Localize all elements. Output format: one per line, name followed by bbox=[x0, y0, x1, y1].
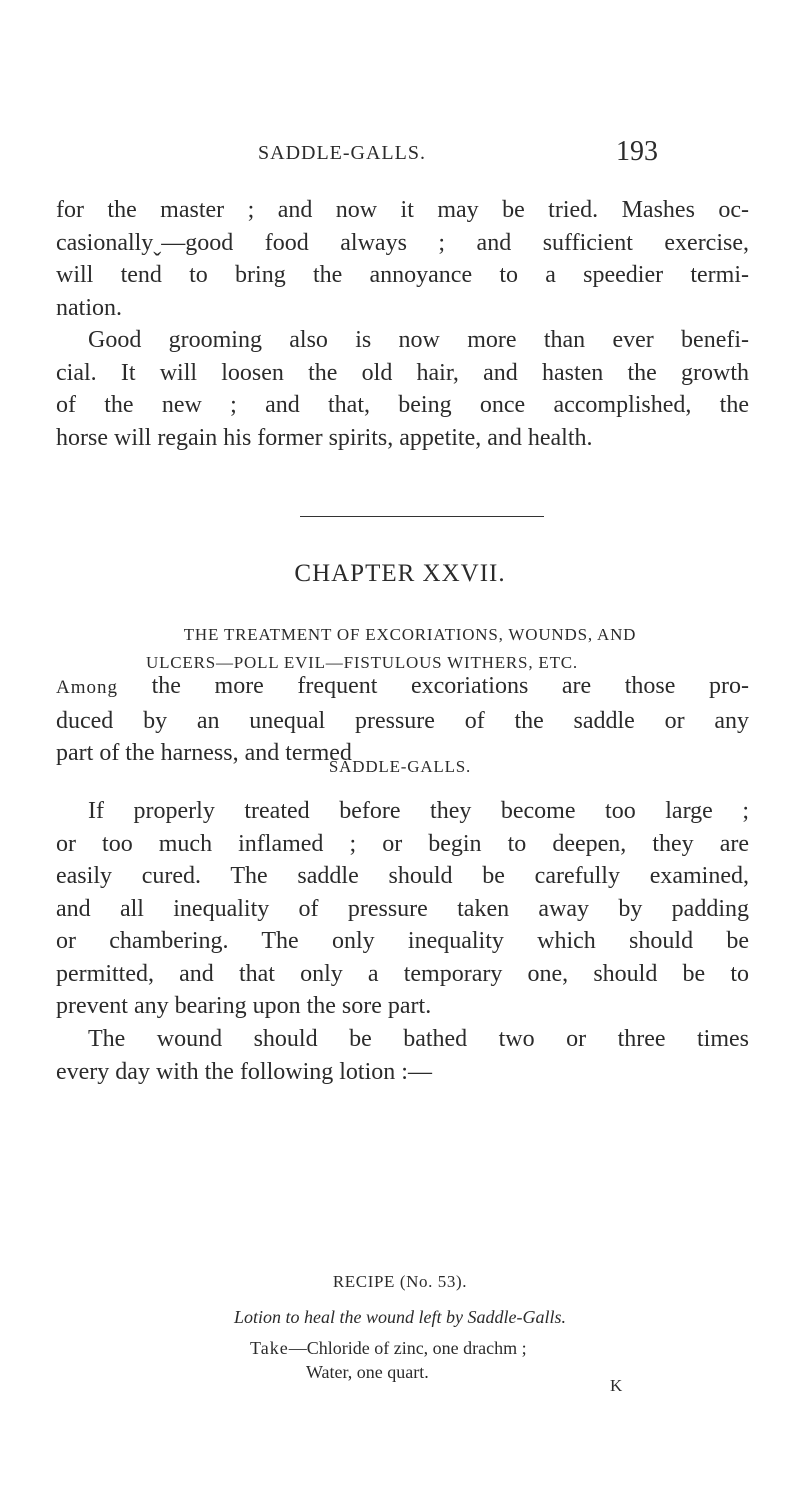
chapter-subtitle-line-2: ULCERS—POLL EVIL—FISTULOUS WITHERS, ETC. bbox=[146, 653, 578, 672]
text-line: horse will regain his former spirits, appetite, and health. bbox=[56, 424, 593, 451]
text-line: for the master ; and now it may be tried. Mashes oc- bbox=[56, 197, 749, 223]
paragraph-grooming bbox=[56, 324, 749, 454]
running-head bbox=[258, 136, 658, 172]
paragraph-wound bbox=[56, 1023, 749, 1088]
recipe-title: RECIPE (No. 53). bbox=[332, 1272, 468, 1291]
text-line: casionallyˬ—good food always ; and sufficient exercise, bbox=[56, 229, 749, 256]
text-line: and all inequality of pressure taken away by padding bbox=[56, 895, 749, 922]
recipe-caption: Lotion to heal the wound left by Saddle-Galls. bbox=[234, 1307, 566, 1327]
text-line: of the new ; and that, being once accomplished, the bbox=[56, 392, 749, 418]
text-line: every day with the following lotion :— bbox=[56, 1058, 432, 1085]
take-label: Take bbox=[250, 1338, 289, 1358]
ingredient-text: —Chloride of zinc, one drachm ; bbox=[288, 1338, 527, 1358]
recipe-ingredient-1 bbox=[250, 1338, 527, 1359]
drop-lead-word: Among bbox=[56, 677, 118, 698]
text-line: or chambering. The only inequality which should be bbox=[56, 928, 749, 954]
chapter-title: CHAPTER XXVII. bbox=[294, 560, 506, 587]
text-line: permitted, and that only a temporary one, should be to bbox=[56, 960, 749, 987]
text-line: nation. bbox=[56, 294, 122, 321]
text-line: Good grooming also is now more than ever benefi- bbox=[88, 327, 749, 353]
text-line-rest: the more frequent excoriations are those pro- bbox=[151, 673, 750, 699]
text-line: duced by an unequal pressure of the saddle or any bbox=[56, 707, 749, 734]
paragraph-excoriations bbox=[56, 670, 749, 770]
text-line: will tend to bring the annoyance to a speedier termi- bbox=[56, 262, 749, 288]
chapter-subtitle-line-1: THE TREATMENT OF EXCORIATIONS, WOUNDS, AND bbox=[183, 625, 637, 644]
signature-mark: K bbox=[610, 1376, 623, 1395]
text-line: easily cured. The saddle should be carefully examined, bbox=[56, 863, 749, 889]
section-divider-rule bbox=[300, 516, 544, 517]
text-line: The wound should be bathed two or three times bbox=[88, 1026, 749, 1052]
text-line: cial. It will loosen the old hair, and hasten the growth bbox=[56, 359, 749, 386]
paragraph-mashes bbox=[56, 194, 749, 324]
text-line: or too much inflamed ; or begin to deepen, they are bbox=[56, 830, 749, 857]
text-line: If properly treated before they become too large ; bbox=[88, 798, 749, 824]
paragraph-saddle-galls bbox=[56, 795, 749, 1023]
text-line: part of the harness, and termed bbox=[56, 740, 352, 766]
page-number: 193 bbox=[616, 136, 658, 167]
text-line bbox=[56, 670, 749, 705]
recipe-ingredient-2: Water, one quart. bbox=[306, 1362, 429, 1382]
running-title: SADDLE-GALLS. bbox=[258, 142, 426, 164]
section-heading: SADDLE-GALLS. bbox=[328, 757, 472, 776]
text-line: prevent any bearing upon the sore part. bbox=[56, 993, 432, 1019]
